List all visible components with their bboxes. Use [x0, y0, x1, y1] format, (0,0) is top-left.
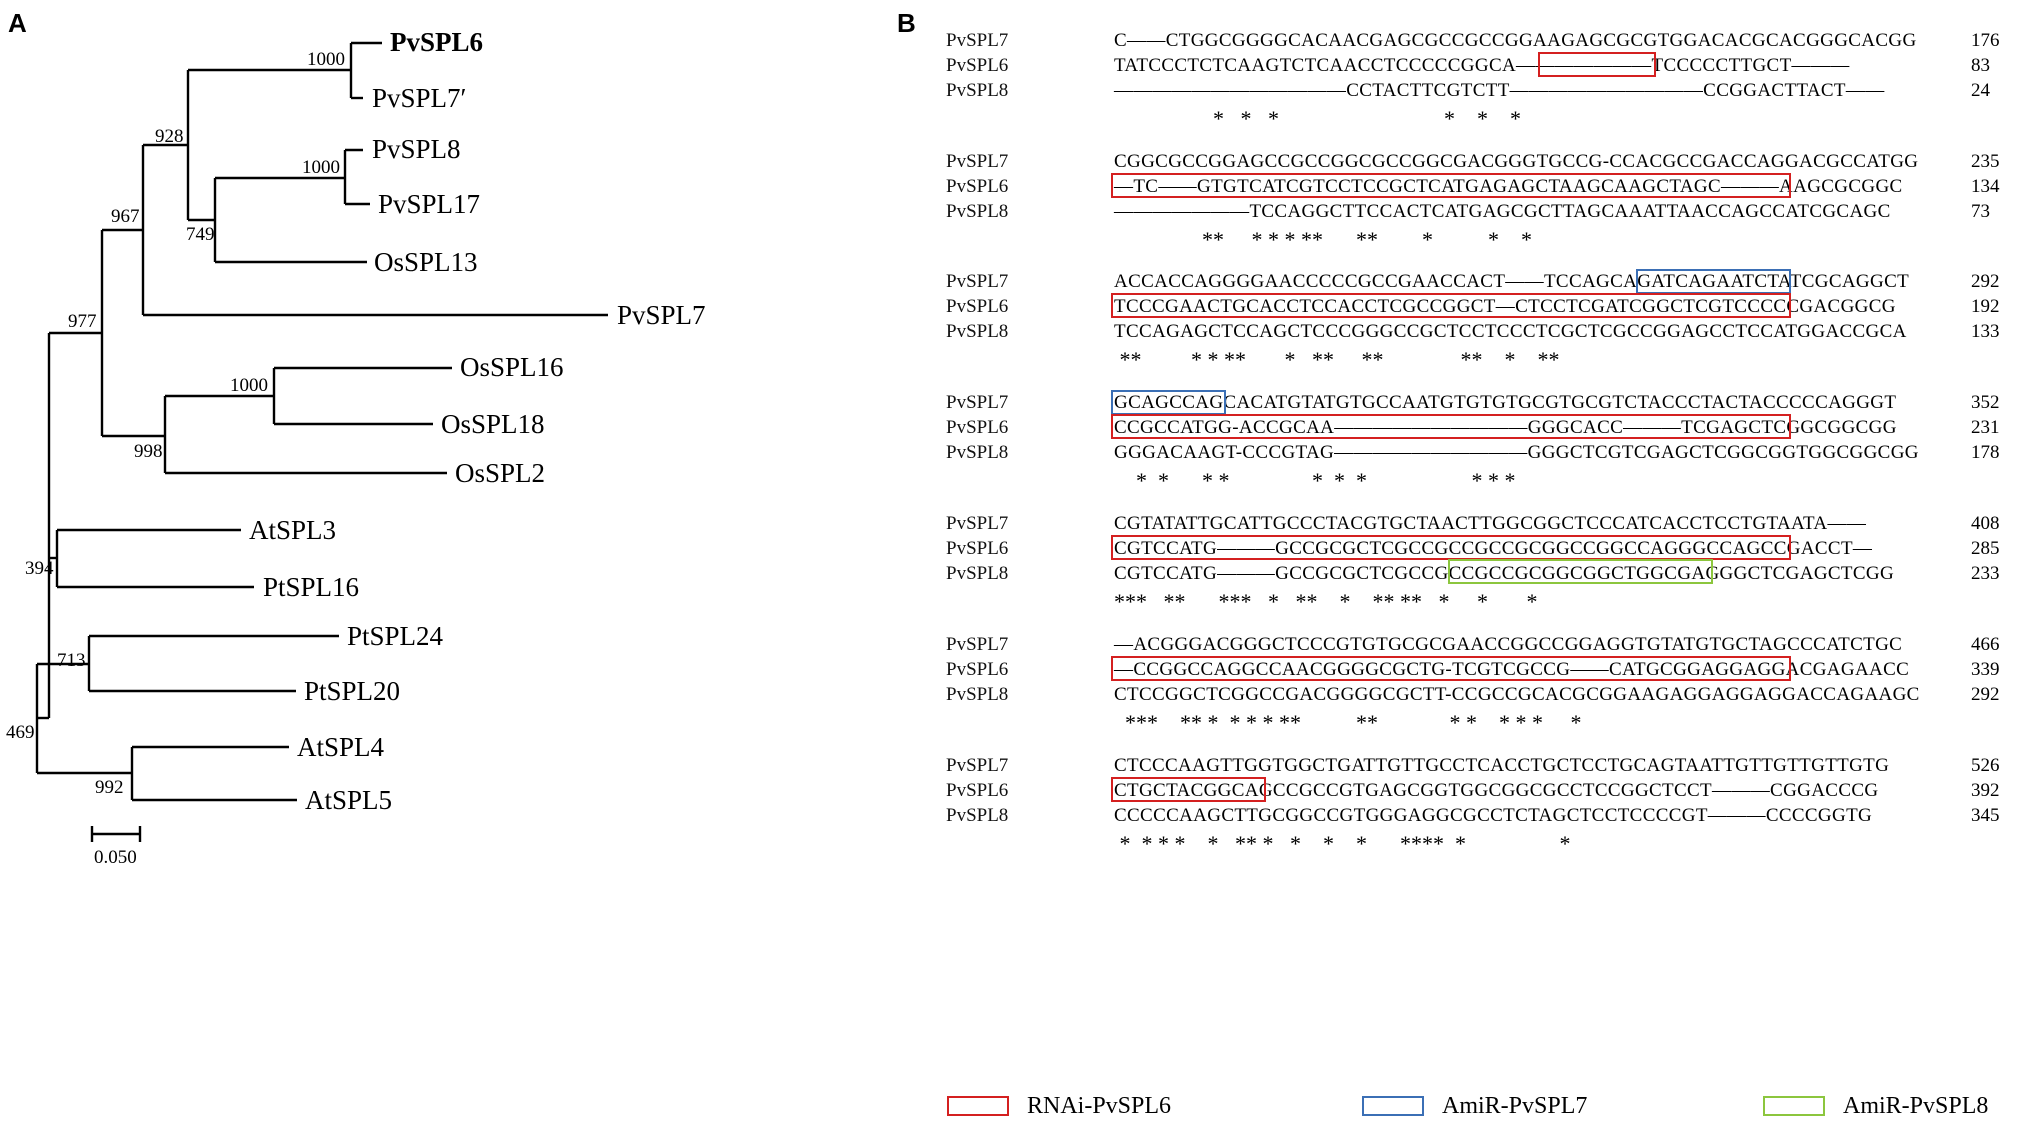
conservation-stars: * * * * * ** * * * * **** * * — [1114, 831, 1571, 856]
legend-swatch-green — [1763, 1096, 1825, 1116]
leaf-label: PvSPL7 — [617, 300, 706, 330]
leaf-label: PvSPL8 — [372, 134, 461, 164]
sequence-position: 192 — [1971, 296, 2000, 317]
bootstrap-value: 1000 — [302, 157, 340, 178]
sequence-name: PvSPL7 — [946, 634, 1009, 655]
alignment-row — [946, 55, 2031, 81]
sequence-text: GGGACAAGT-CCCGTAG——————————GGGCTCGTCGAGCTCGGCGGTGGCGGCGG — [1114, 442, 1919, 463]
sequence-text: CGTCCATG———GCCGCGCTCGCCGCCGCCGCGGCGGCTGGCGAGGGCTCGAGCTCGG — [1114, 563, 1895, 584]
sequence-position: 408 — [1971, 513, 2000, 534]
conservation-stars: *** ** * * * * ** ** * * * * * * — [1114, 710, 1582, 735]
bootstrap-value: 749 — [186, 224, 215, 245]
sequence-position: 235 — [1971, 151, 2000, 172]
phylogenetic-tree — [0, 0, 900, 1121]
sequence-name: PvSPL7 — [946, 151, 1009, 172]
leaf-label: PvSPL7′ — [372, 83, 467, 113]
bootstrap-value: 394 — [25, 558, 54, 579]
conservation-row — [946, 347, 2031, 373]
conservation-row — [946, 227, 2031, 253]
bootstrap-value: 469 — [6, 722, 35, 743]
leaf-label: PvSPL17 — [378, 189, 481, 219]
sequence-text: ACCACCAGGGGAACCCCCGCCGAACCACT——TCCAGCAGATCAGAATCTATCGCAGGCT — [1114, 271, 1910, 292]
alignment-row — [946, 780, 2031, 806]
sequence-text: —TC——GTGTCATCGTCCTCCGCTCATGAGAGCTAAGCAAGCTAGC———AAGCGCGGC — [1114, 176, 1903, 197]
tree-leaf-labels — [249, 27, 706, 815]
sequence-text: ———————TCCAGGCTTCCACTCATGAGCGCTTAGCAAATTAACCAGCCATCGCAGC — [1114, 201, 1891, 222]
leaf-label: AtSPL3 — [249, 515, 337, 545]
conservation-stars: ** * * * ** ** * * * — [1114, 227, 1532, 252]
sequence-name: PvSPL6 — [946, 296, 1009, 317]
sequence-position: 285 — [1971, 538, 2000, 559]
sequence-name: PvSPL7 — [946, 271, 1009, 292]
legend-swatch-red — [947, 1096, 1009, 1116]
sequence-alignment — [946, 30, 2031, 1090]
alignment-row — [946, 30, 2031, 56]
sequence-name: PvSPL8 — [946, 321, 1009, 342]
sequence-position: 392 — [1971, 780, 2000, 801]
sequence-name: PvSPL6 — [946, 176, 1009, 197]
sequence-text: TCCAGAGCTCCAGCTCCCGGGCCGCTCCTCCCTCGCTCGCCGGAGCCTCCATGGACCGCA — [1114, 321, 1907, 342]
legend-label: AmiR-PvSPL7 — [1442, 1093, 1588, 1119]
panel-a-label: A — [8, 8, 27, 38]
sequence-position: 233 — [1971, 563, 2000, 584]
sequence-position: 292 — [1971, 684, 2000, 705]
rnai-pvspl6-region — [1111, 535, 1791, 560]
sequence-name: PvSPL6 — [946, 538, 1009, 559]
sequence-name: PvSPL7 — [946, 392, 1009, 413]
sequence-name: PvSPL8 — [946, 201, 1009, 222]
sequence-position: 466 — [1971, 634, 2000, 655]
bootstrap-value: 1000 — [307, 49, 345, 70]
sequence-text: CTGCTACGGCAGCCGCCGTGAGCGGTGGCGGCGCCTCCGGCTCCT———CGGACCCG — [1114, 780, 1879, 801]
alignment-row — [946, 684, 2031, 710]
alignment-block — [946, 30, 2031, 150]
sequence-position: 526 — [1971, 755, 2000, 776]
conservation-stars: * * * * * * * * * * — [1114, 468, 1516, 493]
alignment-row — [946, 805, 2031, 831]
alignment-row — [946, 442, 2031, 468]
legend-label: RNAi-PvSPL6 — [1027, 1093, 1172, 1119]
leaf-label: OsSPL18 — [441, 409, 545, 439]
sequence-position: 178 — [1971, 442, 2000, 463]
bootstrap-value: 928 — [155, 126, 184, 147]
leaf-label: OsSPL13 — [374, 247, 478, 277]
sequence-position: 176 — [1971, 30, 2000, 51]
rnai-pvspl6-region — [1111, 414, 1791, 439]
amir-pvspl8-region — [1448, 559, 1713, 584]
alignment-block — [946, 392, 2031, 512]
bootstrap-value: 1000 — [230, 375, 268, 396]
bootstrap-value: 967 — [111, 206, 140, 227]
sequence-text: CGTCCATG———GCCGCGCTCGCCGCCGCCGCGGCCGGCCAGGGCCAGCCGACCT— — [1114, 538, 1873, 559]
sequence-name: PvSPL8 — [946, 805, 1009, 826]
sequence-name: PvSPL7 — [946, 513, 1009, 534]
sequence-position: 134 — [1971, 176, 2000, 197]
conservation-stars: *** ** *** * ** * ** ** * * * — [1114, 589, 1538, 614]
sequence-position: 133 — [1971, 321, 2000, 342]
sequence-text: CCGCCATGG-ACCGCAA——————————GGGCACC———TCGAGCTCGGCGGCGG — [1114, 417, 1897, 438]
sequence-text: C——CTGGCGGGGCACAACGAGCGCCGCCGGAAGAGCGCGTGGACACGCACGGGCACGG — [1114, 30, 1917, 51]
sequence-position: 339 — [1971, 659, 2000, 680]
sequence-position: 24 — [1971, 80, 1990, 101]
sequence-position: 83 — [1971, 55, 1990, 76]
sequence-position: 345 — [1971, 805, 2000, 826]
amir-pvspl7-region — [1111, 390, 1226, 415]
sequence-name: PvSPL6 — [946, 780, 1009, 801]
sequence-name: PvSPL6 — [946, 659, 1009, 680]
sequence-text: CTCCGGCTCGGCCGACGGGGCGCTT-CCGCCGCACGCGGAAGAGGAGGAGGACCAGAAGC — [1114, 684, 1920, 705]
conservation-stars: ** * * ** * ** ** ** * ** — [1114, 347, 1560, 372]
sequence-text: —ACGGGACGGGCTCCCGTGTGCGCGAACCGGCCGGAGGTGTATGTGCTAGCCCATCTGC — [1114, 634, 1903, 655]
sequence-position: 231 — [1971, 417, 2000, 438]
leaf-label: PtSPL16 — [263, 572, 360, 602]
rnai-pvspl6-region — [1538, 52, 1656, 77]
sequence-text: CCCCCAAGCTTGCGGCCGTGGGAGGCGCCTCTAGCTCCTCCCCGT———CCCCGGTG — [1114, 805, 1873, 826]
sequence-text: TCCCGAACTGCACCTCCACCTCGCCGGCT—CTCCTCGATCGGCTCGTCCCCCGACGGCG — [1114, 296, 1896, 317]
legend-label: AmiR-PvSPL8 — [1843, 1093, 1989, 1119]
sequence-text: CGGCGCCGGAGCCGCCGGCGCCGGCGACGGGTGCCG-CCACGCCGACCAGGACGCCATGG — [1114, 151, 1919, 172]
sequence-text: —CCGGCCAGGCCAACGGGGCGCTG-TCGTCGCCG——CATGCGGAGGAGGACGAGAACC — [1114, 659, 1910, 680]
sequence-name: PvSPL6 — [946, 55, 1009, 76]
conservation-row — [946, 468, 2031, 494]
sequence-position: 73 — [1971, 201, 1990, 222]
leaf-label: PtSPL24 — [347, 621, 444, 651]
rnai-pvspl6-region — [1111, 293, 1791, 318]
leaf-label: AtSPL5 — [305, 785, 393, 815]
sequence-text: TATCCCTCTCAAGTCTCAACCTCCCCCGGCA———————TCCCCCTTGCT——— — [1114, 55, 1850, 76]
amir-pvspl7-region — [1636, 269, 1791, 294]
bootstrap-value: 992 — [95, 777, 124, 798]
leaf-label: AtSPL4 — [297, 732, 385, 762]
sequence-name: PvSPL7 — [946, 30, 1009, 51]
alignment-block — [946, 634, 2031, 754]
panel-b-label: B — [897, 8, 916, 38]
conservation-stars: * * * * * * — [1114, 106, 1521, 131]
leaf-label: PtSPL20 — [304, 676, 401, 706]
sequence-text: CTCCCAAGTTGGTGGCTGATTGTTGCCTCACCTGCTCCTGCAGTAATTGTTGTTGTTGTG — [1114, 755, 1890, 776]
conservation-row — [946, 710, 2031, 736]
sequence-text: GCAGCCAGCACATGTATGTGCCAATGTGTGTGCGTGCGTCTACCCTACTACCCCCAGGGT — [1114, 392, 1897, 413]
leaf-label: OsSPL16 — [460, 352, 564, 382]
leaf-label: PvSPL6 — [390, 27, 484, 57]
rnai-pvspl6-region — [1111, 173, 1791, 198]
bootstrap-value: 998 — [134, 441, 163, 462]
rnai-pvspl6-region — [1111, 656, 1791, 681]
rnai-pvspl6-region — [1111, 777, 1266, 802]
sequence-position: 352 — [1971, 392, 2000, 413]
sequence-name: PvSPL8 — [946, 442, 1009, 463]
conservation-row — [946, 589, 2031, 615]
alignment-row — [946, 755, 2031, 781]
alignment-block — [946, 513, 2031, 633]
alignment-row — [946, 201, 2031, 227]
sequence-name: PvSPL8 — [946, 563, 1009, 584]
conservation-row — [946, 831, 2031, 857]
alignment-block — [946, 755, 2031, 875]
sequence-text: CGTATATTGCATTGCCCTACGTGCTAACTTGGCGGCTCCCATCACCTCCTGTAATA—— — [1114, 513, 1867, 534]
scale-bar-label: 0.050 — [94, 847, 137, 868]
bootstrap-value: 713 — [57, 650, 86, 671]
alignment-row — [946, 321, 2031, 347]
legend-swatch-blue — [1362, 1096, 1424, 1116]
sequence-text: ————————————CCTACTTCGTCTT——————————CCGGACTTACT—— — [1114, 80, 1885, 101]
sequence-name: PvSPL8 — [946, 684, 1009, 705]
conservation-row — [946, 106, 2031, 132]
alignment-block — [946, 271, 2031, 391]
sequence-name: PvSPL6 — [946, 417, 1009, 438]
sequence-name: PvSPL8 — [946, 80, 1009, 101]
alignment-row — [946, 80, 2031, 106]
sequence-position: 292 — [1971, 271, 2000, 292]
leaf-label: OsSPL2 — [455, 458, 546, 488]
alignment-block — [946, 151, 2031, 271]
sequence-name: PvSPL7 — [946, 755, 1009, 776]
bootstrap-value: 977 — [68, 311, 97, 332]
